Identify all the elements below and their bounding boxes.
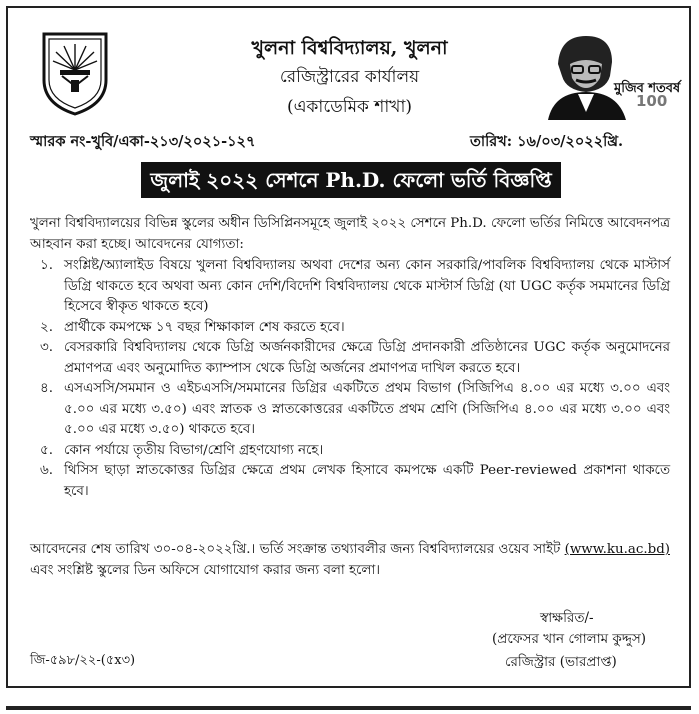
list-item-text: বেসরকারি বিশ্ববিদ্যালয় থেকে ডিগ্রি অর্জনকারীদের ক্ষেত্রে ডিগ্রি প্রদানকারী প্রতিষ্ঠানের UGC কর্তৃক অনুমোদনের প্রমাণপত্র এবং অনুমোদিত ক্যাম্পাস থেকে ডিগ্রি অর্জনের প্রমাণপত্র দাখিল করতে হবে। [64,340,670,376]
signer-role: রেজিস্ট্রার (ভারপ্রাপ্ত) [505,654,617,670]
website-link[interactable]: (www.ku.ac.bd) [564,542,670,557]
university-name: খুলনা বিশ্ববিদ্যালয়, খুলনা [251,37,448,59]
list-item-number: ২. [40,319,53,335]
closing-text-1: আবেদনের শেষ তারিখ ৩০-০৪-২০২২খ্রি.। ভর্তি সংক্রান্ত তথ্যাবলীর জন্য বিশ্ববিদ্যালয়ের ওয়েব সাইট [30,542,565,557]
list-item [30,318,670,339]
centenary-number: 100 [636,92,668,110]
list-item [30,379,670,441]
list-item-number: ৫. [40,442,53,458]
list-item [30,461,670,502]
list-item [30,256,670,318]
signed-label: স্বাক্ষরিত/- [540,610,594,626]
list-item [30,338,670,379]
closing-text-2: এবং সংশ্লিষ্ট স্কুলের ডিন অফিসে যোগাযোগ করার জন্য বলা হলো। [30,562,381,578]
list-item-text: এসএসসি/সমমান ও এইচএসসি/সমমানের ডিগ্রির একটিতে প্রথম বিভাগ (সিজিপিএ ৪.০০ এর মধ্যে ৩.০০ এবং ৫.০০ এর মধ্যে ৩.৫০) এবং স্নাতক ও স্নাতকোত্তরের একটিতে প্রথম শ্রেণি (সিজিপিএ ৪.০০ এর মধ্যে ৩.০০ এবং ৫.০০ এর মধ্যে ৩.৫০) থাকতে হবে। [64,381,670,437]
notice-date: তারিখ: ১৬/০৩/২০২২খ্রি. [470,133,624,150]
office-name: রেজিস্ট্রারের কার্যালয় [279,67,420,87]
centenary-caption: মুজিব শতবর্ষ [614,81,681,96]
list-item-number: ৩. [40,340,53,355]
list-item-text: থিসিস ছাড়া স্নাতকোত্তর ডিগ্রির ক্ষেত্রে প্রথম লেখক হিসাবে কমপক্ষে একটি Peer-reviewed প্রকাশনা থাকতে হবে। [64,463,670,499]
notice-title: জুলাই ২০২২ সেশনে Ph.D. ফেলো ভর্তি বিজ্ঞপ্তি [141,162,561,198]
list-item-number: ৬. [40,463,53,478]
memo-number: স্মারক নং-খুবি/একা-২১৩/২০২১-১২৭ [30,133,256,150]
bottom-rule [6,706,691,710]
list-item [30,441,670,462]
section-name: (একাডেমিক শাখা) [286,97,413,117]
list-item-text: সংশ্লিষ্ট/অ্যালাইড বিষয়ে খুলনা বিশ্ববিদ্যালয় অথবা দেশের অন্য কোন সরকারি/পাবলিক বিশ্ববিদ্যালয় থেকে মাস্টার্স ডিগ্রি থাকতে হবে অথবা অন্য কোন দেশি/বিদেশি বিশ্ববিদ্যালয় থেকে মাস্টার্স ডিগ্রি (যা UGC কর্তৃক সমমানের ডিগ্রি হিসেবে স্বীকৃত থাকতে হবে) [64,258,670,314]
closing-paragraph [30,540,670,581]
list-item-number: ১. [40,258,53,273]
list-item-text: কোন পর্যায়ে তৃতীয় বিভাগ/শ্রেণি গ্রহণযোগ্য নহে। [64,442,324,458]
list-item-number: ৪. [40,381,53,396]
list-item-text: প্রার্থীকে কমপক্ষে ১৭ বছর শিক্ষাকাল শেষ করতে হবে। [64,319,345,335]
eligibility-list [30,256,670,502]
signer-name: (প্রফেসর খান গোলাম কুদ্দুস) [492,631,647,647]
intro-paragraph: খুলনা বিশ্ববিদ্যালয়ের বিভিন্ন স্কুলের অধীন ডিসিপ্লিনসমূহে জুলাই ২০২২ সেশনে Ph.D. ফেলো ভর্তির নিমিত্তে আবেদনপত্র আহবান করা হচ্ছে। আবেদনের যোগ্যতা: [30,216,670,252]
reference-code: জি-৫৯৮/২২-(৫x৩) [30,653,136,668]
